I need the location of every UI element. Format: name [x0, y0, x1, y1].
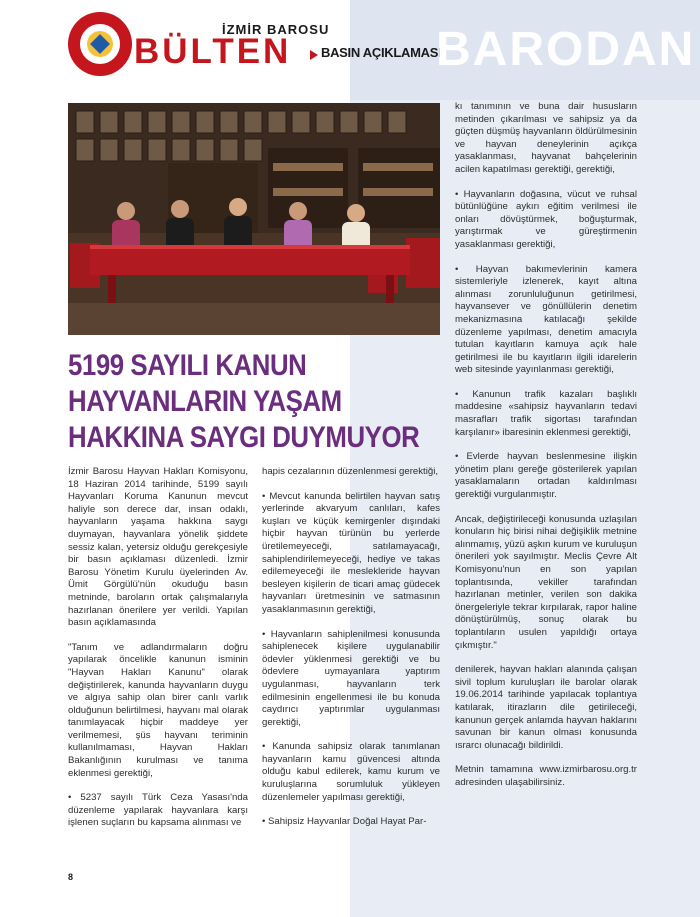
paragraph: • 5237 sayılı Türk Ceza Yasası'nda düzenleme yapılarak hayvanlara karşı işlenen suçların bu kapsama alınması ve — [68, 792, 248, 829]
article-column-3 — [455, 101, 637, 802]
paragraph: • Mevcut kanunda belirtilen hayvan satış yerlerinde akvaryum canlıları, kafes kuşları ve küçük kemirgenler dışındaki hiçbir hayvan türünün bu yerlerde üretilemeyeceği, satılamayacağı, sahiplendirilemeyeceği, hediye ve takas edilemeyeceği ile meslekleride hayvan besleyen kişilerin de ticari amaç güdecek hayvanları üretmesinin ve satmasının yasaklanmasının gerektiği, — [262, 490, 440, 615]
paragraph: • Sahipsiz Hayvanlar Doğal Hayat Par- — [262, 816, 427, 828]
brand-subtitle: İZMİR BAROSU — [222, 22, 330, 37]
section-big-title: BARODAN — [436, 23, 696, 76]
section-label: BASIN AÇIKLAMASI — [321, 45, 442, 60]
paragraph: • Hayvan bakımevlerinin kamera sistemleriyle izlenerek, kayıt altına alınması zorunluluğunun getirilmesi, hayvansever ve gönüllülerin denetim mekanizmasına katılacağı şekilde düzenleme yapılması, denetim amacıyla tutulan kayıtların kamuya açık hale getirilmesi ile bu kayıtların ilgili idarelerin web sitesinde yayınlanması gerektiği, — [455, 263, 637, 376]
paragraph: denilerek, hayvan hakları alanında çalışan sivil toplum kuruluşları ile barolar olarak 19.06.2014 tarihinde yapılacak toplantıya katılarak, itirazların dile getirileceği, kanunun gerçek anlamda hayvan haklarını savunan bir kanun olması konusunda ısrarcı olunacağı bildirildi. — [455, 664, 637, 751]
paragraph: hapis cezalarının düzenlenmesi gerektiği, — [262, 466, 438, 477]
brand-title: BÜLTEN — [134, 32, 292, 71]
paragraph: • Evlerde hayvan beslenmesine ilişkin yönetim planı gereğe gösterilerek yapılan yasaklamaların ortadan kaldırılması gerektiği vurgulanmıştır. — [455, 451, 637, 501]
paragraph: kı tanımının ve buna dair hususların metinden çıkarılması ve sahipsiz ya da güçten düşmüş hayvanların öldürülmesinin ve hayvan deneylerinin açıkça yasaklanması, hayvanat bahçelerinin acilen kapatılması gerektiği, gerektiği, — [455, 101, 637, 175]
paragraph: • Hayvanların sahiplenilmesi konusunda sahiplenecek kişilere uygulanabilir ödevler yüklenmesi gerektiği ve bu ödevlere uymayanlara yaptırım uygulanması, hayvanların terk edilmesinin engellenmesi ile bu konuda caydırıcı yaptırımlar uygulanması gerektiği, — [262, 628, 440, 728]
paragraph: • Kanunda sahipsiz olarak tanımlanan hayvanların kamu güvencesi altında olduğu kabul edilerek, kamu kurum ve kuruluşlarına sorumluluk yükleyen düzenlemeler yapılması gerektiği, — [262, 741, 440, 803]
section-arrow-icon — [310, 50, 318, 60]
paragraph: İzmir Barosu Hayvan Hakları Komisyonu, 18 Haziran 2014 tarihinde, 5199 sayılı Hayvanları Koruma Kanunun mevcut haliyle son derece dar, insan odaklı, hayvanların yaşama hakkına saygı duymayan, hayvanlara yönelik şiddete sessiz kalan, yetersiz olduğu gerekçesiyle bir basın açıklaması düzenledi. İzmir Barosu Yönetim Kurulu üyelerinden Av. Ümit Görgülü'nün okuduğu basın metninde, baroların ortak çalışmalarıyla hazırlanan önerilere yer verildi. Yapılan basın açıklamasında — [68, 466, 248, 629]
paragraph: "Tanım ve adlandırmaların doğru yapılarak öncelikle kanunun isminin "Hayvan Hakları Kanunu" olarak değiştirilerek, kanunda hayvanların duygu ve algıya sahip olan birer canlı varlık olduğunun belirtilmesi, hayvanı mal olarak tanımlayacak hiçbir maddeye yer verilmemesi, şüs hayvanı teriminin kullanılmaması, Hayvan Hakları Bakanlığının kurulması ve tanıma eklenmesi gerektiği, — [68, 641, 248, 779]
izmir-barosu-seal-icon — [68, 12, 132, 76]
paragraph: • Kanunun trafik kazaları başlıklı maddesine «sahipsiz hayvanların tedavi masrafları trafik sigortası tarafından karşılanır» ibaresinin eklenmesi gerektiği, — [455, 388, 637, 438]
paragraph: Metnin tamamına www.izmirbarosu.org.tr adresinden ulaşabilirsiniz. — [455, 764, 637, 788]
page-number: 8 — [68, 872, 74, 882]
article-column-1 — [68, 466, 248, 842]
article-photo — [68, 103, 440, 335]
paragraph: Ancak, değiştirileceği konusunda uzlaşılan konuların hiç birisi nihai değişiklik metnine alınmamış, yüzü aşkın kurum ve kuruluşun önerileri yok sayılmıştır. Meclis Çevre Alt Komisyonu'nun en son yapılan toplantısında, vekiller tarafından hazırlanan metinler, verilen son dakika önergeleriyle tekrar kırpılarak, rapor haline dönüştürülmüş, sonuç olarak bu toplantıların usulen yapıldığı ortaya çıkmıştır." — [455, 513, 637, 651]
headline-line-2: HAYVANLARIN YAŞAM — [68, 385, 342, 418]
headline-line-1: 5199 SAYILI KANUN — [68, 349, 307, 382]
article-column-2 — [262, 466, 440, 841]
article-headline — [68, 348, 420, 456]
headline-line-3: HAKKINA SAYGI DUYMUYOR — [68, 421, 420, 454]
paragraph: • Hayvanların doğasına, vücut ve ruhsal bütünlüğüne aykırı eğitim verilmesi ile onları dövüştürmek, boğuşturmak, yarıştırmak ve güreştirmenin yasaklanması gerektiği, — [455, 188, 637, 250]
